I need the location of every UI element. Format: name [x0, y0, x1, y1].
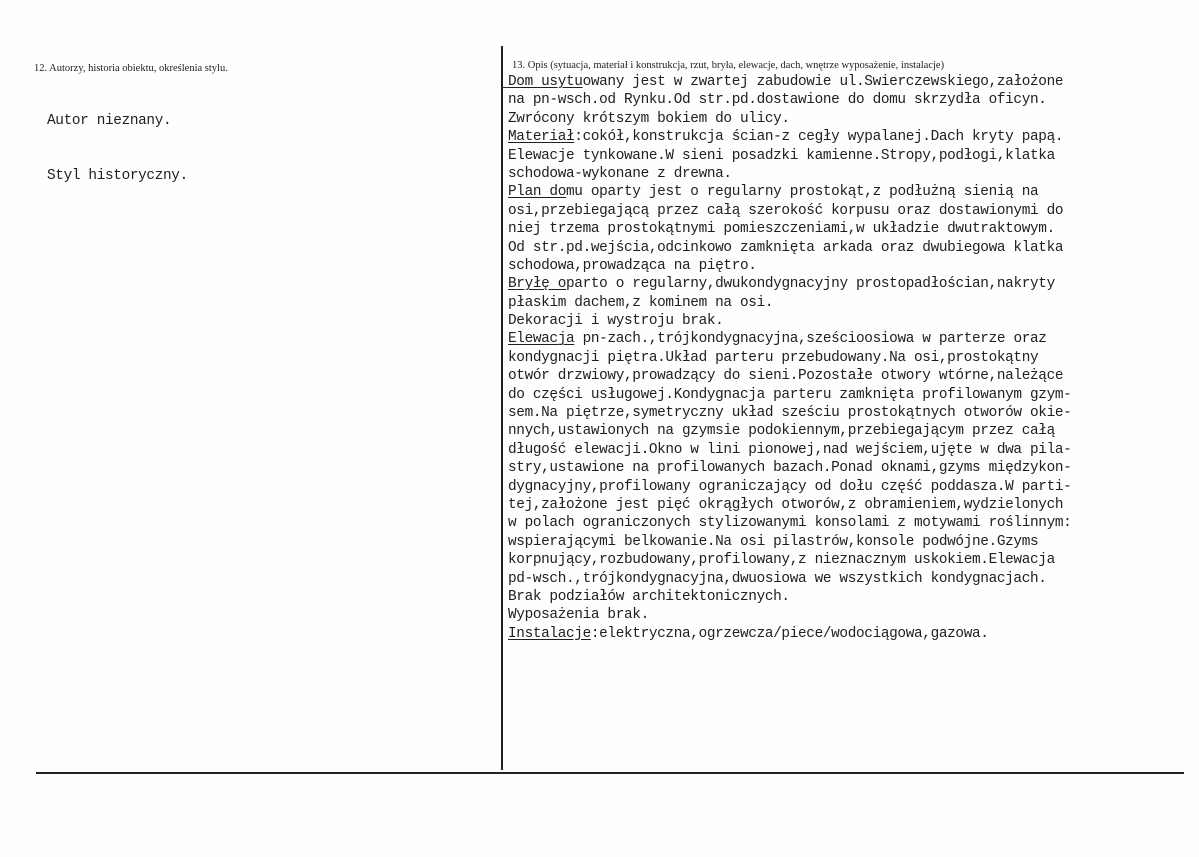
line-text: Od str.pd.wejścia,odcinkowo zamknięta arkada oraz dwubiegowa klatka — [508, 239, 1064, 256]
line-text: Zwrócony krótszym bokiem do ulicy. — [508, 110, 790, 127]
description-line — [508, 441, 1188, 459]
description-line — [508, 128, 1188, 146]
description-line — [508, 349, 1188, 367]
line-text: :cokół,konstrukcja ścian-z cegły wypalanej.Dach kryty papą. — [574, 129, 1064, 146]
description-line — [508, 220, 1188, 238]
line-text: na pn-wsch.od Rynku.Od str.pd.dostawione do domu skrzydła oficyn. — [508, 92, 1047, 109]
line-text: pd-wsch.,trójkondygnacyjna,dwuosiowa we wszystkich kondygnacjach. — [508, 570, 1047, 587]
description-line — [508, 606, 1188, 624]
description-line — [508, 367, 1188, 385]
description-line — [508, 459, 1188, 477]
description-line — [508, 625, 1188, 643]
line-text: schodowa,prowadząca na piętro. — [508, 257, 757, 274]
line-text: nnych,ustawionych na gzymsie podokiennym,przebiegającym przez całą — [508, 423, 1055, 440]
line-text: Brak podziałów architektonicznych. — [508, 588, 790, 605]
line-text: korpnujący,rozbudowany,profilowany,z nieznacznym uskokiem.Elewacja — [508, 552, 1055, 569]
description-line — [508, 422, 1188, 440]
description-text — [508, 73, 1188, 643]
description-line — [508, 91, 1188, 109]
underlined-heading: Elewacja — [508, 331, 575, 348]
underlined-heading: Dom usytu — [508, 74, 583, 90]
line-text: Dekoracji i wystroju brak. — [508, 313, 724, 330]
description-line — [508, 330, 1188, 348]
description-line — [508, 165, 1188, 183]
line-text: Wyposażenia brak. — [508, 607, 649, 624]
line-text: wspierającymi belkowanie.Na osi pilastrów,konsole podwójne.Gzyms — [508, 533, 1039, 550]
description-line — [508, 551, 1188, 569]
description-line — [508, 514, 1188, 532]
line-text: schodowa-wykonane z drewna. — [508, 165, 732, 182]
line-text: parto o regularny,dwukondygnacyjny prostopadłościan,nakryty — [566, 276, 1055, 293]
description-line — [508, 478, 1188, 496]
line-text: do części usługowej.Kondygnacja parteru zamknięta profilowanym gzym- — [508, 386, 1072, 403]
line-text: kondygnacji piętra.Układ parteru przebudowany.Na osi,prostokątny — [508, 349, 1039, 366]
description-line — [508, 294, 1188, 312]
line-text: płaskim dachem,z kominem na osi. — [508, 294, 774, 311]
description-line — [508, 275, 1188, 293]
description-line — [508, 110, 1188, 128]
field-13-label: 13. Opis (sytuacja, materiał i konstrukcja, rzut, bryła, elewacje, dach, wnętrze wyposażenie, instalacje) — [512, 60, 945, 71]
line-text: dygnacyjny,profilowany ograniczający od dołu część poddasza.W parti- — [508, 478, 1072, 495]
line-text: osi,przebiegającą przez całą szerokość korpusu oraz dostawionymi do — [508, 202, 1064, 219]
authors-history-style-text — [47, 75, 188, 222]
column-divider — [501, 46, 503, 770]
description-line — [508, 404, 1188, 422]
line-text: stry,ustawione na profilowanych bazach.Ponad oknami,gzyms międzykon- — [508, 460, 1072, 477]
line-text: otwór drzwiowy,prowadzący do sieni.Pozostałe otwory wtórne,należące — [508, 368, 1064, 385]
underlined-heading: Instalacje — [508, 625, 591, 642]
underlined-heading: Materiał — [508, 129, 575, 146]
line-text: owany jest w zwartej zabudowie ul.Swierczewskiego,założone — [582, 74, 1064, 90]
description-line — [508, 588, 1188, 606]
description-line — [508, 183, 1188, 201]
description-line — [508, 257, 1188, 275]
line-text: niej trzema prostokątnymi pomieszczeniami,w układzie dwutraktowym. — [508, 221, 1055, 238]
description-line — [508, 147, 1188, 165]
underlined-heading: Plan do — [508, 184, 567, 201]
line-text: tej,założone jest pięć okrągłych otworów,z obramieniem,wydzielonych — [508, 496, 1064, 513]
description-line — [508, 202, 1188, 220]
line-text: mu oparty jest o regularny prostokąt,z podłużną sienią na — [566, 184, 1039, 201]
underlined-heading: Bryłę o — [508, 276, 567, 293]
text-line: Styl historyczny. — [47, 168, 188, 185]
line-text: pn-zach.,trójkondygnacyjna,sześcioosiowa w parterze oraz — [574, 331, 1047, 348]
line-text: :elektryczna,ogrzewcza/piece/wodociągowa,gazowa. — [590, 625, 989, 642]
description-line — [508, 386, 1188, 404]
description-line — [508, 312, 1188, 330]
line-text: w polach ograniczonych stylizowanymi konsolami z motywami roślinnym: — [508, 515, 1072, 532]
field-12-label: 12. Autorzy, historia obiektu, określenia stylu. — [34, 63, 228, 74]
description-line — [508, 533, 1188, 551]
description-line — [508, 239, 1188, 257]
description-line — [508, 496, 1188, 514]
line-text: Elewacje tynkowane.W sieni posadzki kamienne.Stropy,podłogi,klatka — [508, 147, 1055, 164]
description-line — [508, 570, 1188, 588]
text-line: Autor nieznany. — [47, 112, 172, 129]
footer-rule — [36, 772, 1184, 774]
line-text: długość elewacji.Okno w lini pionowej,nad wejściem,ujęte w dwa pila- — [508, 441, 1072, 458]
line-text: sem.Na piętrze,symetryczny układ sześciu prostokątnych otworów okie- — [508, 405, 1072, 422]
description-line — [508, 73, 1188, 91]
